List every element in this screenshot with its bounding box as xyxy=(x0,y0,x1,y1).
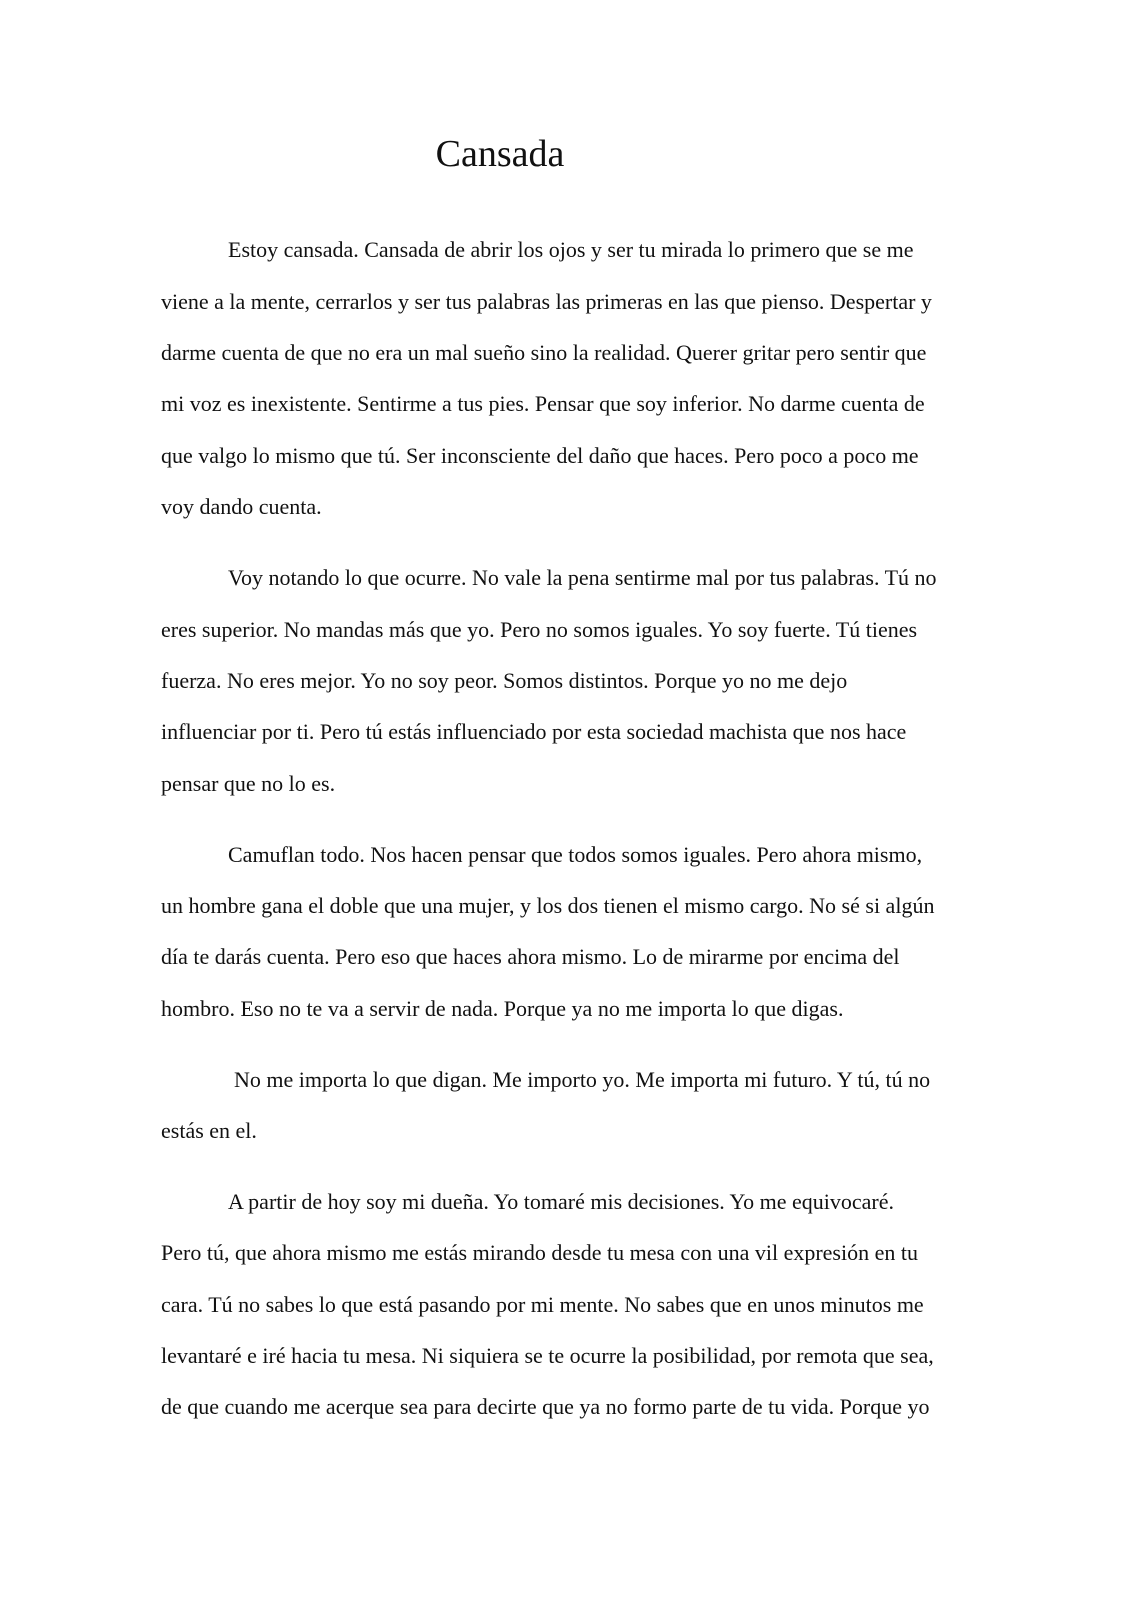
paragraph-2-line-2: eres superior. No mandas más que yo. Pero no somos iguales. Yo soy fuerte. Tú tienes xyxy=(161,617,918,642)
paragraph-5-line-2: Pero tú, que ahora mismo me estás mirando desde tu mesa con una vil expresión en tu xyxy=(161,1240,918,1265)
paragraph-1-line-6: voy dando cuenta. xyxy=(161,494,322,519)
paragraph-5-line-1: A partir de hoy soy mi dueña. Yo tomaré mis decisiones. Yo me equivocaré. xyxy=(228,1189,895,1214)
paragraph-2-line-3: fuerza. No eres mejor. Yo no soy peor. Somos distintos. Porque yo no me dejo xyxy=(161,668,848,693)
paragraph-4-line-2: estás en el. xyxy=(161,1118,257,1143)
paragraph-1-line-1: Estoy cansada. Cansada de abrir los ojos y ser tu mirada lo primero que se me xyxy=(228,237,914,262)
paragraph-2-line-5: pensar que no lo es. xyxy=(161,771,336,796)
paragraph-3-line-2: un hombre gana el doble que una mujer, y los dos tienen el mismo cargo. No sé si algún xyxy=(161,893,935,918)
paragraph-4-line-1: No me importa lo que digan. Me importo yo. Me importa mi futuro. Y tú, tú no xyxy=(234,1067,931,1092)
page-title: Cansada xyxy=(435,133,565,175)
paragraph-3-line-1: Camuflan todo. Nos hacen pensar que todos somos iguales. Pero ahora mismo, xyxy=(228,842,923,867)
paragraph-1-line-3: darme cuenta de que no era un mal sueño sino la realidad. Querer gritar pero sentir que xyxy=(161,340,927,365)
paragraph-1-line-4: mi voz es inexistente. Sentirme a tus pies. Pensar que soy inferior. No darme cuenta de xyxy=(161,391,925,416)
paragraph-1-line-2: viene a la mente, cerrarlos y ser tus palabras las primeras en las que pienso. Despertar y xyxy=(161,289,932,314)
paragraph-5-line-5: de que cuando me acerque sea para decirte que ya no formo parte de tu vida. Porque yo xyxy=(161,1394,930,1419)
paragraph-5-line-3: cara. Tú no sabes lo que está pasando por mi mente. No sabes que en unos minutos me xyxy=(161,1292,924,1317)
paragraph-1-line-5: que valgo lo mismo que tú. Ser inconsciente del daño que haces. Pero poco a poco me xyxy=(161,443,919,468)
paragraph-3-line-3: día te darás cuenta. Pero eso que haces ahora mismo. Lo de mirarme por encima del xyxy=(161,944,900,969)
paragraph-5-line-4: levantaré e iré hacia tu mesa. Ni siquiera se te ocurre la posibilidad, por remota que sea, xyxy=(161,1343,934,1368)
paragraph-3-line-4: hombro. Eso no te va a servir de nada. Porque ya no me importa lo que digas. xyxy=(161,996,844,1021)
paragraph-2-line-1: Voy notando lo que ocurre. No vale la pena sentirme mal por tus palabras. Tú no xyxy=(228,565,937,590)
paragraph-2-line-4: influenciar por ti. Pero tú estás influenciado por esta sociedad machista que nos hace xyxy=(161,719,907,744)
